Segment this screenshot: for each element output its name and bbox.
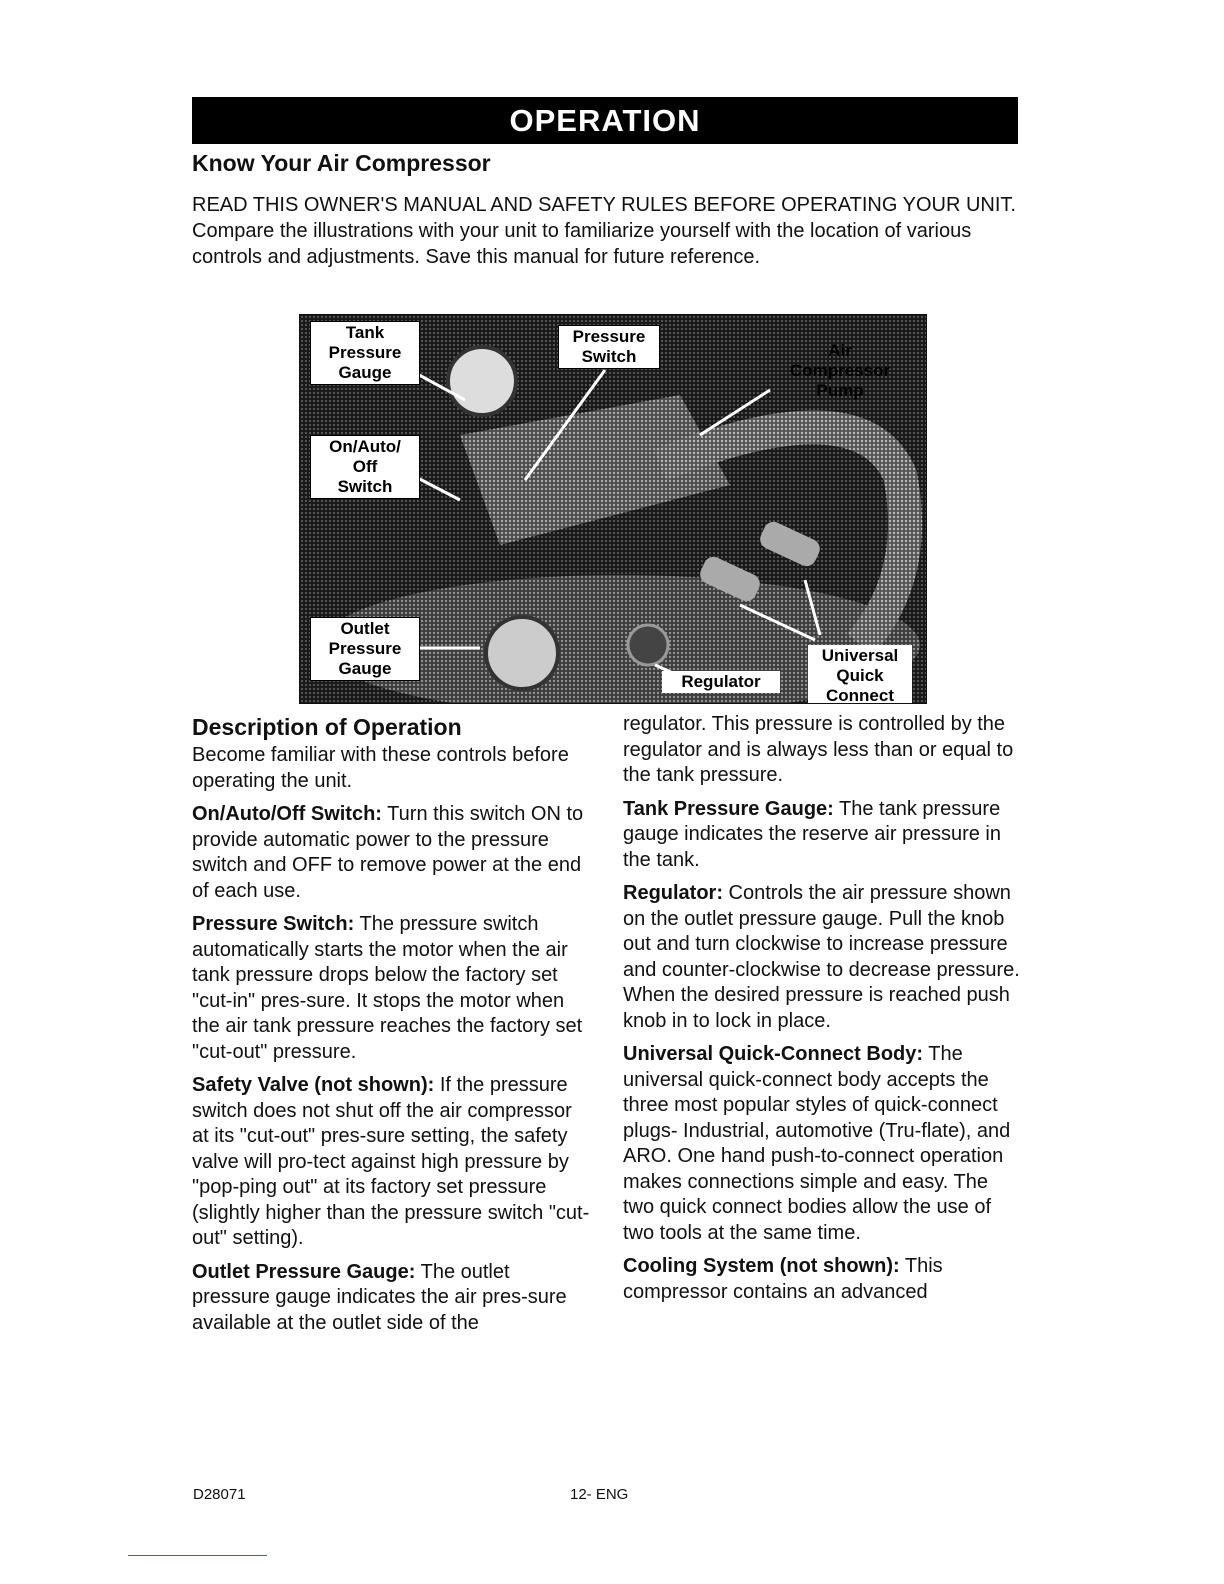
label-on-auto-off-switch (310, 435, 420, 499)
item-term: Cooling System (not shown): (623, 1255, 900, 1277)
label-regulator: Regulator (662, 671, 780, 693)
compressor-illustration (299, 314, 927, 704)
section-intro: Become familiar with these controls before operating the unit. (192, 744, 569, 792)
label-outlet-pressure-gauge (310, 617, 420, 681)
label-line: Universal (821, 646, 899, 665)
label-air-compressor-pump (770, 341, 910, 401)
item-term: Safety Valve (not shown): (192, 1074, 435, 1096)
item-text: Turn this switch ON to provide automatic power to the pressure switch and OFF to remove power at the end of each use. (192, 803, 584, 902)
item-term: Universal Quick-Connect Body: (623, 1043, 924, 1065)
right-column (623, 712, 1023, 1313)
item-text: The pressure switch automatically starts the motor when the air tank pressure drops below the factory set "cut-in" pres-sure. It stops the motor when the air tank pressure reaches the factory set "cut-out" pressure. (192, 913, 583, 1063)
label-line: Tank (345, 323, 385, 342)
label-pressure-switch (558, 325, 660, 369)
label-line: Gauge (338, 659, 392, 678)
label-line: On/Auto/ (329, 437, 401, 456)
item-text: This compressor contains an advanced (623, 1255, 943, 1303)
footer-link-underline (128, 1555, 267, 1556)
label-line: Gauge (338, 363, 392, 382)
item-pressure-switch (192, 912, 592, 1065)
label-line: Connect (826, 686, 894, 704)
section-banner: OPERATION (192, 97, 1018, 144)
label-tank-pressure-gauge (310, 321, 420, 385)
item-text: The outlet pressure gauge indicates the air pres-sure available at the outlet side of the (192, 1260, 567, 1334)
item-cooling-system (623, 1254, 1023, 1305)
item-universal-quick-connect-body (623, 1042, 1023, 1246)
document-code: D28071 (193, 1486, 246, 1503)
item-term: Regulator: (623, 882, 723, 904)
label-line: Air (828, 341, 852, 360)
item-term: Tank Pressure Gauge: (623, 797, 834, 820)
item-text: The tank pressure gauge indicates the reserve air pressure in the tank. (623, 797, 1001, 871)
label-line: Switch (337, 477, 393, 496)
item-term: On/Auto/Off Switch: (192, 803, 382, 825)
item-on-auto-off-switch (192, 802, 592, 904)
item-safety-valve (192, 1073, 592, 1252)
label-line: Outlet (340, 619, 390, 638)
page-number: 12- ENG (570, 1486, 629, 1503)
label-line: Switch (581, 347, 637, 366)
item-text: If the pressure switch does not shut off the air compressor at its "cut-out" pres-sure setting, the safety valve will pro-tect against high pressure by "pop-ping out" at its factory set pressure (slightly higher than the pressure switch "cut-out" setting). (192, 1074, 590, 1249)
page-heading: Know Your Air Compressor (192, 150, 491, 176)
item-regulator (623, 881, 1023, 1034)
label-line: Compressor (789, 361, 891, 380)
item-text: The universal quick-connect body accepts the three most popular styles of quick-connect plugs- Industrial, automotive (Tru-flate), and ARO. One hand push-to-connect operation makes connections simple and easy. The two quick connect bodies allow the use of two tools at the same time. (623, 1043, 1011, 1244)
item-text: Controls the air pressure shown on the outlet pressure gauge. Pull the knob out and turn clockwise to increase pressure and counter-clockwise to decrease pressure. When the desired pressure is reached push knob in to lock in place. (623, 882, 1020, 1032)
label-universal-quick-connect-bodies (808, 645, 912, 704)
item-term: Pressure Switch: (192, 913, 355, 935)
continued-text: regulator. This pressure is controlled by the regulator and is always less than or equal to the tank pressure. (623, 713, 1014, 786)
label-line: Quick (836, 666, 884, 685)
section-title: Description of Operation (192, 714, 462, 740)
label-line: Pump (816, 381, 864, 400)
label-line: Pressure (572, 327, 646, 346)
item-tank-pressure-gauge (623, 797, 1023, 874)
label-line: Off (352, 457, 378, 476)
label-line: Pressure (328, 343, 402, 362)
item-term: Outlet Pressure Gauge: (192, 1260, 416, 1283)
intro-paragraph: READ THIS OWNER'S MANUAL AND SAFETY RULES BEFORE OPERATING YOUR UNIT. Compare the illustrations with your unit to familiarize yourself with the location of various controls and adjustments. Save this manual for future reference. (192, 194, 1016, 268)
item-outlet-pressure-gauge (192, 1260, 592, 1337)
label-line: Pressure (328, 639, 402, 658)
left-column (192, 712, 592, 1344)
